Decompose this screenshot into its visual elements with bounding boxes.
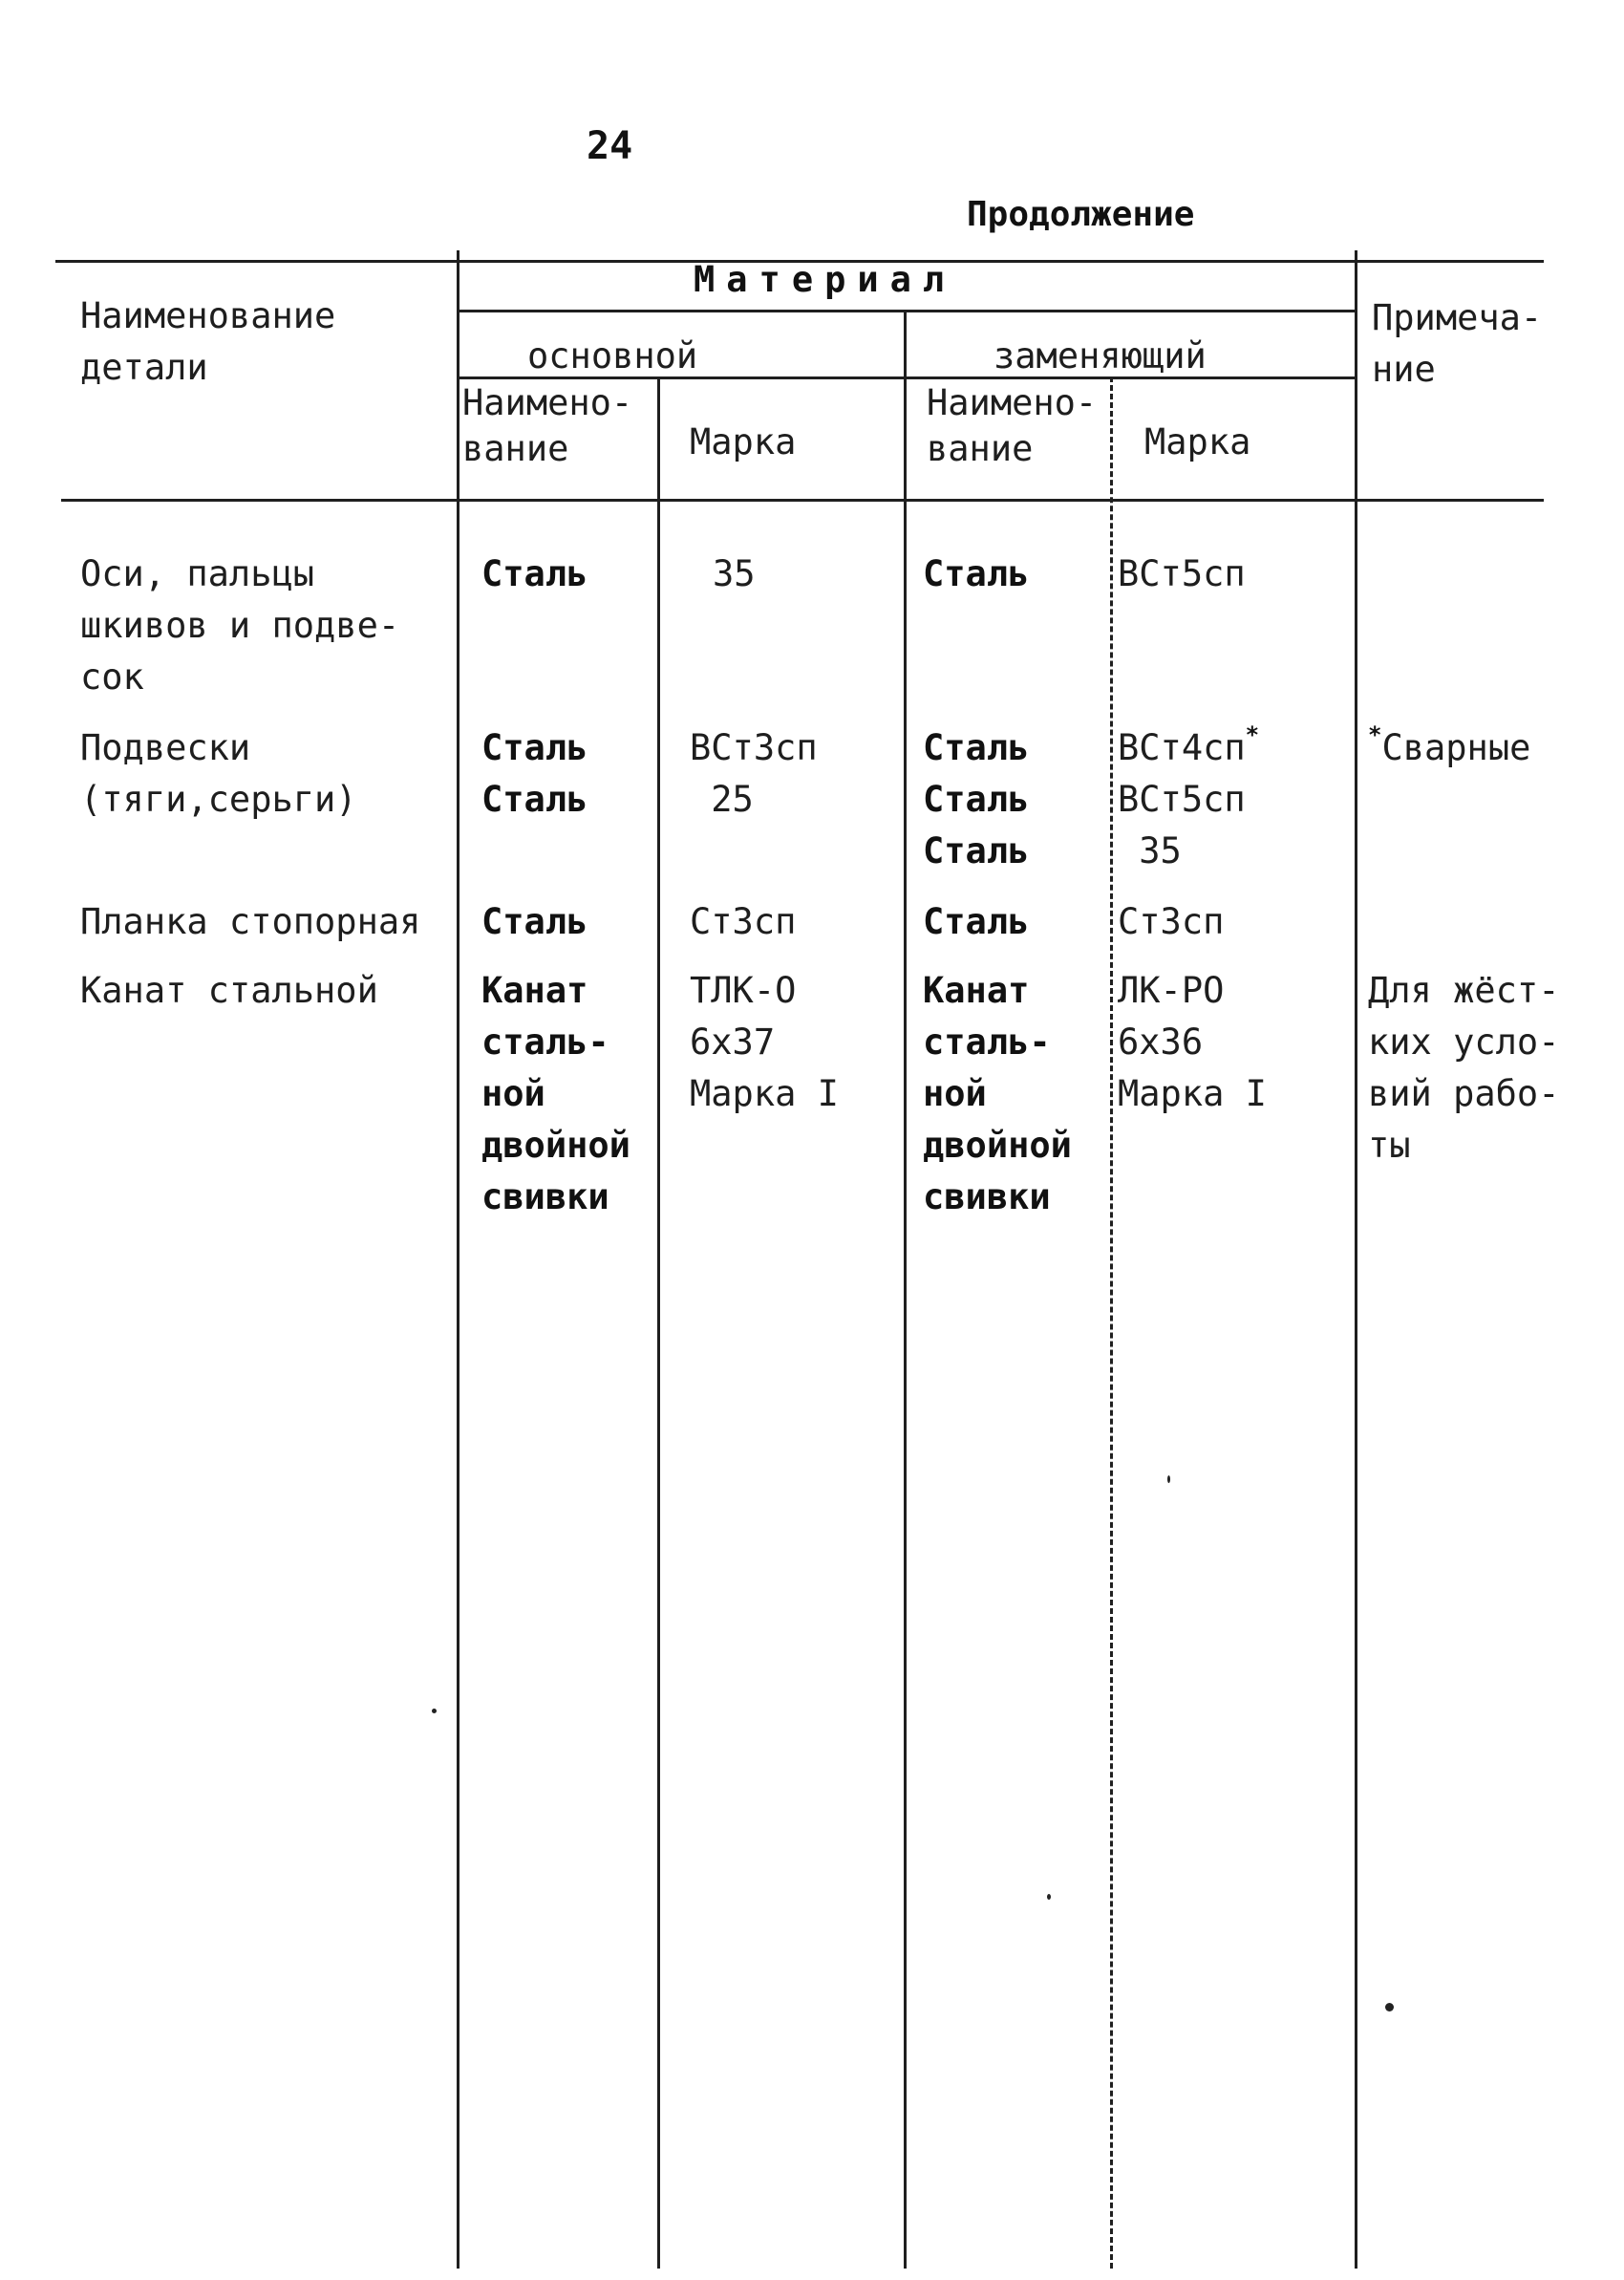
- column-divider-1: [457, 250, 459, 2269]
- row-substitute-grade: Ст3сп: [1118, 901, 1225, 942]
- header-note: Примеча- ние: [1372, 297, 1543, 390]
- header-primary: основной: [527, 335, 698, 376]
- row-primary-grade: ТЛК-О 6х37 Марка I: [690, 970, 839, 1114]
- row-primary-grade: ВСт3сп 25: [690, 727, 818, 820]
- scan-speck: [1047, 1894, 1051, 1900]
- footnote-mark: *: [1245, 721, 1260, 748]
- row-substitute-grade: ЛК-РО 6х36 Марка I: [1118, 970, 1267, 1114]
- row-note: Для жёст- ких усло- вий рабо- ты: [1368, 970, 1560, 1166]
- footnote-mark: *: [1368, 721, 1382, 748]
- row-substitute-grade: [1118, 722, 1259, 774]
- row-substitute-grade-rest: ВСт5сп 35: [1118, 779, 1246, 871]
- row-substitute-grade: ВСт5сп: [1118, 553, 1246, 594]
- row-part: Планка стопорная: [80, 901, 421, 942]
- row-substitute-grade-first: ВСт4сп: [1118, 727, 1246, 768]
- header-primary-name: Наимено- вание: [462, 382, 633, 469]
- row-substitute-name: Сталь Сталь Сталь: [923, 727, 1030, 871]
- scan-speck: [1385, 2003, 1394, 2011]
- row-part: Подвески (тяги,серьги): [80, 727, 357, 820]
- header-material: Материал: [694, 259, 956, 300]
- header-part-name: Наименование детали: [80, 295, 336, 388]
- column-divider-3: [904, 310, 907, 2269]
- header-substitute-name: Наимено- вание: [927, 382, 1098, 469]
- row-note: [1368, 722, 1530, 774]
- row-part: Оси, пальцы шкивов и подве- сок: [80, 553, 400, 698]
- row-primary-name: Сталь: [481, 901, 588, 942]
- header-substitute-grade: Марка: [1144, 421, 1251, 462]
- row-substitute-name: Канат сталь- ной двойной свивки: [923, 970, 1072, 1217]
- row-part: Канат стальной: [80, 970, 378, 1011]
- row-primary-grade: Ст3сп: [690, 901, 797, 942]
- column-divider-4: [1110, 376, 1113, 2269]
- header-primary-grade: Марка: [690, 421, 797, 462]
- row-substitute-name: Сталь: [923, 901, 1030, 942]
- column-divider-2: [657, 376, 660, 2269]
- row-primary-name: Канат сталь- ной двойной свивки: [481, 970, 630, 1217]
- material-header-rule: [459, 310, 1357, 312]
- header-bottom-rule: [61, 499, 1544, 502]
- row-note-text: Сварные: [1381, 727, 1531, 768]
- scan-speck: [1167, 1475, 1170, 1483]
- header-substitute: заменяющий: [994, 335, 1207, 376]
- continuation-label: Продолжение: [967, 195, 1195, 234]
- column-divider-5: [1355, 250, 1357, 2269]
- row-primary-name: Сталь Сталь: [481, 727, 588, 820]
- row-substitute-name: Сталь: [923, 553, 1030, 594]
- row-primary-grade: 35: [713, 553, 756, 594]
- page-number: 24: [587, 124, 633, 168]
- row-primary-name: Сталь: [481, 553, 588, 594]
- scan-speck: [432, 1709, 437, 1713]
